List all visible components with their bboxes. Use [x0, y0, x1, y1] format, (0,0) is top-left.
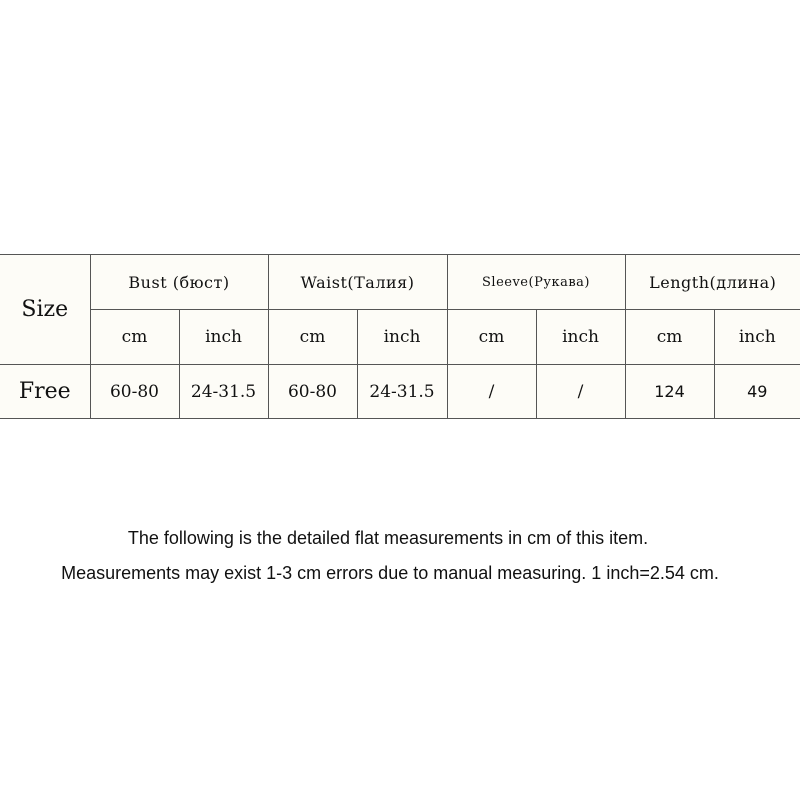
- bust-header: Bust (бюст): [90, 255, 268, 310]
- waist-inch-value: 24-31.5: [357, 365, 447, 419]
- bust-inch-value: 24-31.5: [179, 365, 268, 419]
- waist-cm-value: 60-80: [268, 365, 357, 419]
- unit-cell: cm: [625, 310, 714, 365]
- unit-cell: inch: [714, 310, 800, 365]
- unit-cell: cm: [268, 310, 357, 365]
- size-chart-table: [0, 254, 800, 419]
- size-header: Size: [0, 255, 90, 365]
- unit-cell: cm: [447, 310, 536, 365]
- measurement-disclaimer: Measurements may exist 1-3 cm errors due to manual measuring. 1 inch=2.54 cm.: [61, 563, 719, 583]
- unit-cell: cm: [90, 310, 179, 365]
- length-inch-value: 49: [714, 365, 800, 419]
- table-row: [0, 365, 800, 419]
- measurement-note: The following is the detailed flat measurements in cm of this item.: [127, 528, 649, 548]
- length-header: Length(длина): [625, 255, 800, 310]
- sleeve-inch-value: /: [536, 365, 625, 419]
- sleeve-cm-value: /: [447, 365, 536, 419]
- sleeve-header: Sleeve(Рукава): [447, 255, 625, 310]
- waist-header: Waist(Талия): [268, 255, 447, 310]
- unit-row: [0, 310, 800, 365]
- unit-cell: inch: [179, 310, 268, 365]
- header-row: [0, 255, 800, 310]
- unit-cell: inch: [536, 310, 625, 365]
- unit-cell: inch: [357, 310, 447, 365]
- length-cm-value: 124: [625, 365, 714, 419]
- size-value: Free: [0, 365, 90, 419]
- bust-cm-value: 60-80: [90, 365, 179, 419]
